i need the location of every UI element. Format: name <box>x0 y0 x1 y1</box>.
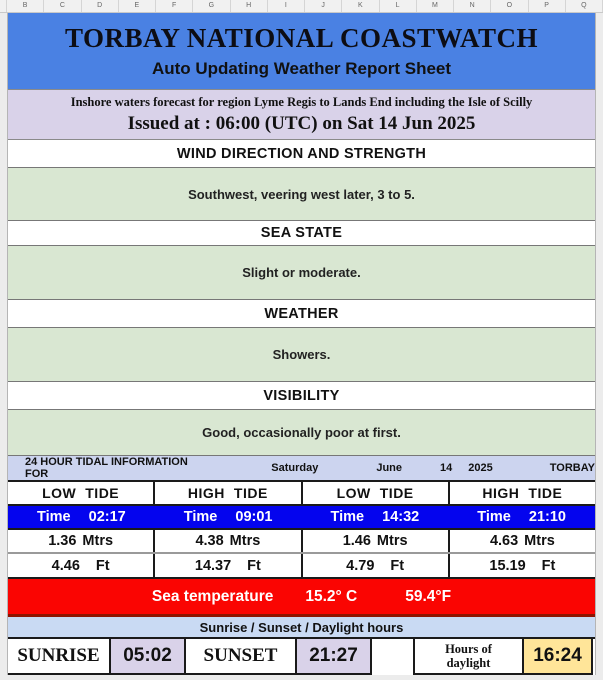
tide-col4-type-word1: HIGH <box>482 485 520 501</box>
tide-col1-metres-value: 1.36 <box>48 533 77 549</box>
tide-col2-time <box>155 506 302 528</box>
forecast-issued-line: Issued at : 06:00 (UTC) on Sat 14 Jun 2025 <box>127 112 476 134</box>
sea-temperature-bar <box>8 579 595 617</box>
column-header-H[interactable]: H <box>231 0 268 12</box>
tide-metres-row <box>8 530 595 554</box>
tide-col2-feet <box>155 554 302 577</box>
tide-col3-time-value: 14:32 <box>382 509 420 525</box>
tide-col4-time-label: Time <box>477 509 511 525</box>
tide-col2-feet-unit: Ft <box>247 557 261 574</box>
tide-col3-metres-unit: Mtrs <box>376 533 408 549</box>
section-value-weather: Showers. <box>8 328 595 382</box>
tide-col4-metres-value: 4.63 <box>489 533 519 549</box>
tide-col3-type <box>303 482 450 504</box>
forecast-region-line: Inshore waters forecast for region Lyme Regis to Lands End including the Isle of Scilly <box>70 94 533 109</box>
sea-temperature-fahrenheit: 59.4°F <box>405 587 452 605</box>
section-value-wind: Southwest, veering west later, 3 to 5. <box>8 168 595 221</box>
column-header-E[interactable]: E <box>119 0 156 12</box>
sun-row-spacer <box>372 639 413 675</box>
tide-col2-type <box>155 482 302 504</box>
column-header-C[interactable]: C <box>44 0 81 12</box>
sun-hours-row <box>8 639 595 675</box>
column-header-strip <box>0 0 603 13</box>
sunset-label: SUNSET <box>186 639 297 675</box>
tide-col3-type-word1: LOW <box>336 485 371 501</box>
tide-col4-time <box>448 506 595 528</box>
column-header-Q[interactable]: Q <box>566 0 603 12</box>
tide-col4-time-value: 21:10 <box>528 509 566 525</box>
tide-col3-time-label: Time <box>330 509 365 525</box>
tide-col1-metres <box>8 530 155 552</box>
tide-col1-type-word2: TIDE <box>85 485 120 501</box>
tide-col4-type-word2: TIDE <box>528 485 563 501</box>
tidal-banner-station: TORBAY <box>549 462 595 474</box>
column-header-L[interactable]: L <box>380 0 417 12</box>
sunset-time: 21:27 <box>297 639 372 675</box>
tide-col4-metres <box>450 530 595 552</box>
column-header-F[interactable]: F <box>156 0 193 12</box>
tide-col3-time <box>302 506 449 528</box>
column-header-corner <box>0 0 7 12</box>
tide-col1-feet-value: 4.46 <box>51 557 80 574</box>
column-header-P[interactable]: P <box>529 0 566 12</box>
page-title: TORBAY NATIONAL COASTWATCH <box>64 23 539 53</box>
tide-col4-feet-unit: Ft <box>541 557 556 574</box>
tide-col4-feet-value: 15.19 <box>489 557 526 574</box>
title-banner <box>8 13 595 90</box>
tide-col1-time-value: 02:17 <box>88 509 126 525</box>
tide-col3-feet-value: 4.79 <box>346 557 375 574</box>
tide-time-row <box>8 506 595 530</box>
tide-feet-row <box>8 554 595 579</box>
section-heading-sea-state: SEA STATE <box>8 221 595 246</box>
tidal-banner-label: 24 HOUR TIDAL INFORMATION FOR <box>25 456 188 480</box>
section-heading-weather: WEATHER <box>8 300 595 328</box>
tidal-banner-date: 14 <box>440 462 453 474</box>
column-header-O[interactable]: O <box>491 0 528 12</box>
tide-col4-feet <box>450 554 595 577</box>
column-header-G[interactable]: G <box>193 0 230 12</box>
column-header-D[interactable]: D <box>82 0 119 12</box>
tide-type-row <box>8 482 595 506</box>
tide-col3-metres <box>303 530 450 552</box>
sunrise-time: 05:02 <box>111 639 186 675</box>
tide-col1-type-word1: LOW <box>42 485 77 501</box>
sea-temperature-label: Sea temperature <box>151 587 274 605</box>
tidal-info-banner <box>8 456 595 482</box>
tide-col4-type <box>450 482 595 504</box>
sea-temperature-celsius: 15.2° C <box>305 587 358 605</box>
daylight-hours-value: 16:24 <box>524 639 593 675</box>
page-subtitle: Auto Updating Weather Report Sheet <box>151 59 452 78</box>
column-header-N[interactable]: N <box>454 0 491 12</box>
column-header-I[interactable]: I <box>268 0 305 12</box>
tide-col1-time-label: Time <box>37 509 71 525</box>
section-heading-visibility: VISIBILITY <box>8 382 595 410</box>
tide-col2-time-value: 09:01 <box>235 509 273 525</box>
section-value-sea-state: Slight or moderate. <box>8 246 595 300</box>
sun-hours-banner: Sunrise / Sunset / Daylight hours <box>8 617 595 639</box>
tide-col3-type-word2: TIDE <box>379 485 414 501</box>
tide-col3-feet <box>303 554 450 577</box>
tide-col2-type-word2: TIDE <box>233 485 268 501</box>
tidal-banner-month: June <box>376 462 403 474</box>
tide-col1-feet-unit: Ft <box>95 557 110 574</box>
forecast-issue-banner <box>8 90 595 140</box>
weather-report-sheet <box>7 13 596 675</box>
section-heading-wind: WIND DIRECTION AND STRENGTH <box>8 140 595 168</box>
column-header-K[interactable]: K <box>342 0 379 12</box>
column-header-M[interactable]: M <box>417 0 454 12</box>
tide-col2-metres-unit: Mtrs <box>229 533 261 549</box>
tide-col4-metres-unit: Mtrs <box>524 533 555 549</box>
tide-col2-type-word1: HIGH <box>187 485 225 501</box>
tide-col2-feet-value: 14.37 <box>194 557 232 574</box>
tide-col3-metres-value: 1.46 <box>342 533 371 549</box>
tide-col2-metres <box>155 530 302 552</box>
sunrise-label: SUNRISE <box>8 639 111 675</box>
tide-col1-metres-unit: Mtrs <box>82 533 114 549</box>
tide-col1-feet <box>8 554 155 577</box>
tide-col1-time <box>8 506 155 528</box>
section-value-visibility: Good, occasionally poor at first. <box>8 410 595 456</box>
column-header-B[interactable]: B <box>7 0 44 12</box>
tidal-banner-day: Saturday <box>271 462 319 474</box>
tide-col2-time-label: Time <box>183 509 218 525</box>
tide-col2-metres-value: 4.38 <box>195 533 224 549</box>
tide-col1-type <box>8 482 155 504</box>
column-header-J[interactable]: J <box>305 0 342 12</box>
tidal-banner-year: 2025 <box>468 462 493 474</box>
tide-col3-feet-unit: Ft <box>390 557 405 574</box>
daylight-hours-label: Hours of daylight <box>413 639 524 675</box>
